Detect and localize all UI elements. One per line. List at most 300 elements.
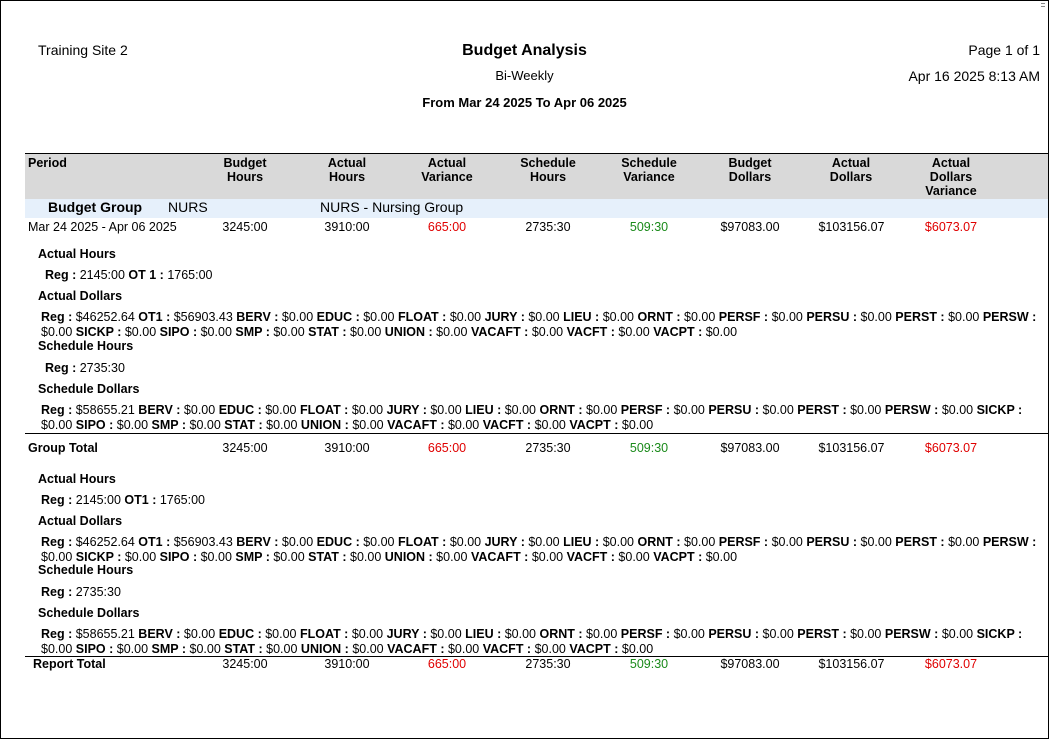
- group-schedule-variance: 509:30: [629, 441, 669, 455]
- report-actual-variance: 665:00: [427, 657, 467, 671]
- detail-key: OT 1 :: [128, 268, 168, 282]
- detail-value: $0.00: [531, 549, 567, 564]
- detail-value: $0.00: [684, 535, 719, 549]
- detail-key: LIEU :: [563, 535, 603, 549]
- detail-value: $0.00: [436, 324, 471, 339]
- section-actual-hours: Actual Hours: [38, 247, 116, 261]
- detail-key: EDUC :: [316, 535, 364, 549]
- detail-value: $0.00: [618, 549, 654, 564]
- detail-value: $0.00: [771, 310, 807, 324]
- report-date-range: From Mar 24 2025 To Apr 06 2025: [422, 95, 627, 110]
- detail-value: $0.00: [351, 403, 387, 417]
- detail-key: PERSU :: [806, 535, 861, 549]
- detail-value: $0.00: [41, 417, 76, 432]
- detail-key: EDUC :: [218, 403, 266, 417]
- detail-value: 1765:00: [159, 493, 206, 507]
- detail-pair: [385, 325, 471, 339]
- group-actual-hours: 3910:00: [324, 441, 370, 455]
- detail-value: $0.00: [860, 535, 896, 549]
- detail-key: SIPO :: [159, 324, 201, 339]
- detail-pair: [235, 325, 308, 339]
- detail-value: $0.00: [618, 324, 654, 339]
- detail-pair: [621, 627, 709, 641]
- detail-value: $0.00: [266, 641, 301, 656]
- detail-key: VACFT :: [482, 417, 535, 432]
- section-schedule-dollars: Schedule Dollars: [38, 382, 140, 396]
- detail-value: $0.00: [352, 417, 388, 432]
- budget-group-name: NURS - Nursing Group: [320, 199, 464, 215]
- detail-key: LIEU :: [563, 310, 603, 324]
- detail-key: VACAFT :: [470, 549, 532, 564]
- detail-pair: [236, 535, 316, 549]
- detail-pair: [653, 325, 737, 339]
- detail-pair: [45, 268, 128, 282]
- detail-value: 1765:00: [167, 268, 213, 282]
- detail-pair: [569, 418, 653, 432]
- detail-value: $0.00: [266, 417, 301, 432]
- detail-value: $0.00: [116, 641, 152, 656]
- budget-group-code: NURS: [168, 199, 208, 215]
- detail-pair: [308, 550, 385, 564]
- detail-key: Reg :: [41, 493, 76, 507]
- col-period: Period: [28, 156, 67, 170]
- detail-value: $0.00: [363, 310, 398, 324]
- detail-value: $0.00: [673, 627, 709, 641]
- detail-pair: [398, 535, 485, 549]
- detail-pair: [797, 627, 885, 641]
- detail-pair: [539, 627, 620, 641]
- detail-key: ORNT :: [637, 310, 684, 324]
- detail-value: $0.00: [850, 627, 885, 641]
- detail-value: $0.00: [447, 641, 483, 656]
- detail-key: Reg :: [45, 361, 80, 375]
- detail-pair: [398, 310, 485, 324]
- detail-pair: [387, 627, 466, 641]
- detail-pair: [76, 418, 152, 432]
- detail-key: JURY :: [386, 403, 431, 417]
- detail-value: $0.00: [762, 403, 798, 417]
- detail-key: SICKP :: [75, 549, 125, 564]
- detail-value: $0.00: [449, 310, 485, 324]
- detail-pair: [563, 535, 637, 549]
- detail-value: $0.00: [436, 549, 471, 564]
- detail-key: PERSF :: [718, 535, 772, 549]
- detail-key: PERSF :: [620, 627, 674, 641]
- detail-key: STAT :: [308, 324, 351, 339]
- detail-pair: [885, 627, 977, 641]
- detail-value: $0.00: [189, 417, 225, 432]
- detail-key: STAT :: [308, 549, 351, 564]
- col-actual-hours: Actual Hours: [327, 156, 367, 184]
- section-actual-hours-2: Actual Hours: [38, 472, 116, 486]
- detail-value: $0.00: [941, 403, 977, 417]
- detail-key: PERST :: [895, 310, 949, 324]
- detail-key: UNION :: [300, 641, 353, 656]
- detail-pair: [235, 550, 308, 564]
- detail-pair: [41, 493, 124, 507]
- detail-key: JURY :: [386, 627, 431, 641]
- detail-key: PERSU :: [708, 627, 763, 641]
- actual-hours-cell: 3910:00: [324, 220, 370, 234]
- detail-key: FLOAT :: [299, 627, 352, 641]
- detail-value: $0.00: [621, 641, 654, 656]
- detail-actual-hours-2: [41, 493, 205, 507]
- detail-pair: [719, 310, 807, 324]
- page-number: Page 1 of 1: [968, 42, 1040, 58]
- resize-grip-icon[interactable]: [1040, 1, 1046, 9]
- group-budget-dollars: $97083.00: [720, 441, 780, 455]
- detail-key: STAT :: [224, 417, 267, 432]
- detail-pair: [719, 535, 807, 549]
- detail-pair: [621, 403, 709, 417]
- detail-key: VACPT :: [653, 549, 706, 564]
- detail-pair: [806, 310, 895, 324]
- detail-pair: [41, 310, 138, 324]
- detail-pair: [317, 310, 398, 324]
- detail-pair: [317, 535, 398, 549]
- detail-key: SMP :: [235, 324, 274, 339]
- period-cell: Mar 24 2025 - Apr 06 2025: [28, 220, 177, 234]
- detail-key: JURY :: [484, 310, 529, 324]
- detail-pair: [895, 535, 983, 549]
- detail-pair: [885, 403, 977, 417]
- detail-key: VACFT :: [482, 641, 535, 656]
- detail-pair: [301, 642, 387, 656]
- detail-pair: [138, 310, 236, 324]
- col-budget-dollars: Budget Dollars: [728, 156, 772, 184]
- detail-value: $58655.21: [75, 627, 139, 641]
- report-schedule-variance: 509:30: [629, 657, 669, 671]
- detail-value: $0.00: [124, 549, 160, 564]
- section-actual-dollars-2: Actual Dollars: [38, 514, 123, 528]
- detail-value: $0.00: [941, 627, 977, 641]
- group-actual-dollars-variance: $6073.07: [924, 441, 978, 455]
- detail-key: VACPT :: [569, 641, 622, 656]
- detail-key: UNION :: [384, 549, 437, 564]
- detail-key: BERV :: [236, 535, 282, 549]
- detail-pair: [41, 627, 138, 641]
- detail-key: SIPO :: [75, 417, 117, 432]
- group-total-divider: [25, 433, 1049, 434]
- detail-value: $0.00: [621, 417, 654, 432]
- detail-pair: [152, 642, 225, 656]
- detail-pair: [385, 550, 471, 564]
- detail-pair: [471, 325, 567, 339]
- detail-pair: [41, 585, 121, 599]
- detail-key: ORNT :: [539, 627, 587, 641]
- detail-key: SMP :: [151, 641, 190, 656]
- detail-key: VACPT :: [653, 324, 706, 339]
- detail-value: $0.00: [948, 535, 983, 549]
- detail-pair: [465, 403, 539, 417]
- detail-pair: [485, 535, 564, 549]
- column-header-row: [25, 153, 1049, 200]
- detail-value: $0.00: [350, 549, 385, 564]
- detail-pair: [138, 627, 218, 641]
- detail-key: FLOAT :: [299, 403, 352, 417]
- site-name: Training Site 2: [38, 42, 128, 58]
- detail-key: PERSW :: [884, 403, 942, 417]
- detail-pair: [569, 642, 653, 656]
- detail-value: $0.00: [948, 310, 983, 324]
- detail-pair: [567, 550, 654, 564]
- detail-pair: [471, 550, 567, 564]
- detail-value: $0.00: [534, 417, 570, 432]
- detail-value: $0.00: [430, 403, 466, 417]
- detail-pair: [387, 418, 483, 432]
- detail-key: UNION :: [384, 324, 437, 339]
- detail-value: $0.00: [430, 627, 466, 641]
- detail-key: PERSU :: [708, 403, 763, 417]
- detail-value: $0.00: [531, 324, 567, 339]
- detail-key: SMP :: [235, 549, 274, 564]
- detail-key: PERST :: [797, 403, 851, 417]
- budget-dollars-cell: $97083.00: [720, 220, 780, 234]
- detail-pair: [138, 535, 236, 549]
- detail-key: BERV :: [138, 403, 184, 417]
- detail-key: EDUC :: [316, 310, 364, 324]
- group-actual-variance: 665:00: [427, 441, 467, 455]
- budget-group-bar: [25, 199, 1049, 218]
- detail-key: Reg :: [41, 585, 76, 599]
- detail-pair: [76, 325, 160, 339]
- detail-key: PERSW :: [884, 627, 942, 641]
- detail-key: VACFT :: [566, 324, 619, 339]
- detail-pair: [653, 550, 737, 564]
- detail-pair: [483, 642, 570, 656]
- detail-value: $0.00: [200, 549, 236, 564]
- detail-value: $56903.43: [173, 535, 237, 549]
- section-actual-dollars: Actual Dollars: [38, 289, 123, 303]
- detail-key: JURY :: [484, 535, 529, 549]
- detail-value: $0.00: [183, 627, 219, 641]
- detail-key: Reg :: [41, 535, 76, 549]
- detail-actual-dollars-2: [41, 535, 1041, 564]
- detail-key: VACPT :: [569, 417, 622, 432]
- detail-value: $56903.43: [173, 310, 237, 324]
- detail-value: 2735:30: [75, 585, 121, 599]
- detail-key: PERST :: [797, 627, 851, 641]
- col-schedule-variance: Schedule Variance: [621, 156, 677, 184]
- detail-value: $0.00: [41, 641, 76, 656]
- detail-key: SICKP :: [976, 627, 1023, 641]
- detail-pair: [236, 310, 316, 324]
- detail-pair: [160, 325, 236, 339]
- detail-key: STAT :: [224, 641, 267, 656]
- detail-value: $0.00: [504, 403, 540, 417]
- detail-value: $0.00: [528, 535, 564, 549]
- detail-value: $0.00: [586, 403, 621, 417]
- detail-value: $0.00: [273, 324, 309, 339]
- detail-value: $0.00: [705, 324, 738, 339]
- detail-value: $0.00: [41, 324, 76, 339]
- detail-pair: [301, 418, 387, 432]
- detail-value: $0.00: [534, 641, 570, 656]
- detail-key: SICKP :: [75, 324, 125, 339]
- detail-value: $0.00: [762, 627, 798, 641]
- detail-value: $0.00: [447, 417, 483, 432]
- report-frequency: Bi-Weekly: [495, 68, 554, 83]
- detail-pair: [219, 627, 300, 641]
- detail-key: SIPO :: [159, 549, 201, 564]
- detail-schedule-hours-2: [41, 585, 121, 599]
- detail-value: $0.00: [602, 310, 638, 324]
- detail-value: $0.00: [281, 535, 317, 549]
- budget-group-label: Budget Group: [48, 199, 143, 215]
- report-actual-dollars: $103156.07: [818, 657, 885, 671]
- detail-key: SICKP :: [976, 403, 1023, 417]
- detail-key: VACAFT :: [387, 641, 448, 656]
- actual-variance-cell: 665:00: [427, 220, 467, 234]
- detail-key: Reg :: [41, 310, 76, 324]
- detail-key: BERV :: [236, 310, 282, 324]
- detail-pair: [76, 642, 152, 656]
- detail-pair: [160, 550, 236, 564]
- detail-value: $0.00: [116, 417, 152, 432]
- detail-pair: [224, 418, 301, 432]
- detail-value: $0.00: [504, 627, 540, 641]
- detail-key: OT1 :: [138, 535, 174, 549]
- detail-pair: [563, 310, 637, 324]
- report-actual-hours: 3910:00: [324, 657, 370, 671]
- detail-key: ORNT :: [539, 403, 587, 417]
- report-budget-dollars: $97083.00: [720, 657, 780, 671]
- section-schedule-hours: Schedule Hours: [38, 339, 134, 353]
- detail-key: UNION :: [300, 417, 353, 432]
- group-total-label: Group Total: [28, 441, 98, 455]
- report-total-label: Report Total: [33, 657, 106, 671]
- detail-pair: [300, 403, 387, 417]
- detail-key: SMP :: [151, 417, 190, 432]
- detail-value: 2145:00: [75, 493, 125, 507]
- detail-pair: [308, 325, 385, 339]
- detail-key: FLOAT :: [397, 535, 450, 549]
- detail-value: $0.00: [200, 324, 236, 339]
- detail-value: $0.00: [350, 324, 385, 339]
- report-actual-dollars-variance: $6073.07: [924, 657, 978, 671]
- detail-pair: [219, 403, 300, 417]
- detail-schedule-dollars: [41, 403, 1041, 432]
- detail-key: VACAFT :: [470, 324, 532, 339]
- col-schedule-hours: Schedule Hours: [520, 156, 576, 184]
- detail-key: Reg :: [41, 627, 76, 641]
- detail-value: $0.00: [673, 403, 709, 417]
- group-budget-hours: 3245:00: [222, 441, 268, 455]
- detail-value: $0.00: [602, 535, 638, 549]
- detail-value: $0.00: [41, 549, 76, 564]
- detail-value: $0.00: [281, 310, 317, 324]
- detail-value: $0.00: [850, 403, 885, 417]
- detail-pair: [567, 325, 654, 339]
- detail-key: SIPO :: [75, 641, 117, 656]
- detail-pair: [387, 403, 466, 417]
- report-schedule-hours: 2735:30: [525, 657, 571, 671]
- detail-key: Reg :: [41, 403, 76, 417]
- detail-key: EDUC :: [218, 627, 266, 641]
- detail-value: $0.00: [265, 403, 300, 417]
- detail-pair: [224, 642, 301, 656]
- detail-key: OT1 :: [138, 310, 174, 324]
- detail-pair: [797, 403, 885, 417]
- detail-key: PERST :: [895, 535, 949, 549]
- report-title: Budget Analysis: [462, 42, 587, 59]
- detail-pair: [483, 418, 570, 432]
- detail-pair: [138, 403, 218, 417]
- detail-key: FLOAT :: [397, 310, 450, 324]
- budget-hours-cell: 3245:00: [222, 220, 268, 234]
- detail-key: BERV :: [138, 627, 184, 641]
- detail-value: $58655.21: [75, 403, 139, 417]
- actual-dollars-cell: $103156.07: [818, 220, 885, 234]
- detail-pair: [300, 627, 387, 641]
- detail-value: $0.00: [189, 641, 225, 656]
- detail-value: $0.00: [860, 310, 896, 324]
- detail-pair: [76, 550, 160, 564]
- detail-pair: [637, 535, 718, 549]
- print-timestamp: Apr 16 2025 8:13 AM: [908, 68, 1040, 84]
- detail-value: $0.00: [684, 310, 719, 324]
- detail-actual-hours: [45, 268, 213, 282]
- detail-pair: [41, 403, 138, 417]
- schedule-hours-cell: 2735:30: [525, 220, 571, 234]
- detail-pair: [45, 361, 125, 375]
- detail-pair: [637, 310, 718, 324]
- detail-key: PERSF :: [620, 403, 674, 417]
- detail-schedule-hours: [45, 361, 125, 375]
- col-actual-dollars: Actual Dollars: [829, 156, 873, 184]
- detail-value: $0.00: [124, 324, 160, 339]
- detail-key: LIEU :: [465, 627, 505, 641]
- detail-key: PERSU :: [806, 310, 861, 324]
- detail-pair: [128, 268, 212, 282]
- detail-key: PERSW :: [982, 310, 1037, 324]
- detail-key: ORNT :: [637, 535, 684, 549]
- detail-value: $0.00: [705, 549, 738, 564]
- detail-key: VACFT :: [566, 549, 619, 564]
- group-actual-dollars: $103156.07: [818, 441, 885, 455]
- detail-value: $0.00: [183, 403, 219, 417]
- detail-pair: [708, 627, 797, 641]
- col-actual-variance: Actual Variance: [421, 156, 473, 184]
- col-budget-hours: Budget Hours: [223, 156, 267, 184]
- section-schedule-hours-2: Schedule Hours: [38, 563, 134, 577]
- detail-pair: [124, 493, 205, 507]
- detail-pair: [539, 403, 620, 417]
- detail-value: 2735:30: [79, 361, 125, 375]
- detail-value: $0.00: [449, 535, 485, 549]
- detail-value: $0.00: [586, 627, 621, 641]
- detail-pair: [465, 627, 539, 641]
- detail-pair: [806, 535, 895, 549]
- detail-schedule-dollars-2: [41, 627, 1041, 656]
- group-schedule-hours: 2735:30: [525, 441, 571, 455]
- detail-pair: [387, 642, 483, 656]
- detail-pair: [41, 535, 138, 549]
- detail-key: PERSW :: [982, 535, 1037, 549]
- actual-dollars-variance-cell: $6073.07: [924, 220, 978, 234]
- detail-value: $0.00: [352, 641, 388, 656]
- detail-pair: [485, 310, 564, 324]
- detail-value: $0.00: [265, 627, 300, 641]
- section-schedule-dollars-2: Schedule Dollars: [38, 606, 140, 620]
- detail-key: VACAFT :: [387, 417, 448, 432]
- detail-value: $46252.64: [75, 310, 139, 324]
- detail-value: $0.00: [351, 627, 387, 641]
- detail-value: $0.00: [528, 310, 564, 324]
- detail-actual-dollars: [41, 310, 1041, 339]
- col-actual-dollars-variance: Actual Dollars Variance: [925, 156, 977, 198]
- detail-key: OT1 :: [124, 493, 160, 507]
